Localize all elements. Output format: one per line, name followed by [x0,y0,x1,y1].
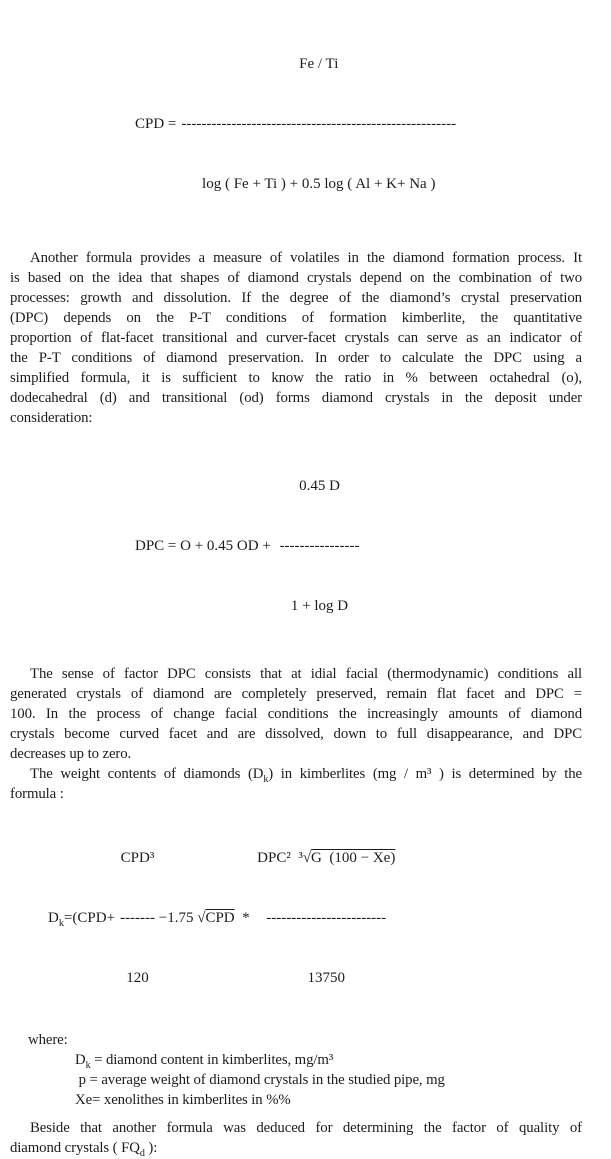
text-line: The weight contents of diamonds $(D_k)$ in kimberlites (mg / m³ ) is determined by the [30,766,582,785]
cube-root-radicand: G (100 − Xe) [311,850,396,866]
multiply-operator: * [234,910,258,926]
formula-dk-sqrt-term [155,908,257,928]
text-line: processes: growth and dissolution. If the degree of the diamond’s crystal preservation [10,290,582,306]
definitions-list [10,1050,582,1110]
formula-cpd [135,14,582,234]
text-line: decreases up to zero. [10,746,132,762]
text-line: formula : [10,786,64,802]
formula-dk-frac1-bar: ------- [120,910,155,926]
text-line: generated crystals of diamond are completely preserved, remain flat facet and DPC = [10,686,582,702]
formula-cpd-fraction-bar: ------------------------------------------------------- [181,116,457,132]
formula-dk-frac2-numerator [257,848,395,868]
sqrt-coefficient: −1.75 √ [155,910,206,926]
text-line: simplified formula, it is sufficient to know the ratio in % between octahedral (o), [10,370,582,386]
paragraph-fqd [10,1118,582,1158]
frac2-numerator-head: DPC² ³√ [257,850,312,866]
formula-dk [48,808,582,1028]
text-line: The sense of factor DPC consists that at idial facial (thermodynamic) conditions all [30,666,582,682]
formula-dpc-denominator: 1 + log D [290,598,349,614]
text-line: the P-T conditions of diamond preservation. In order to calculate the DPC using a [10,350,582,366]
formula-dk-lhs: $D_k=(CPD+$ [48,910,116,929]
paragraph-volatiles [10,248,582,428]
text-line: 100. In the process of change facial conditions the increasingly amounts of diamond [10,706,582,722]
paragraph-dpc-sense [10,664,582,764]
formula-dpc [135,436,582,656]
text-line: Another formula provides a measure of volatiles in the diamond formation process. It [30,250,582,266]
text-line: proportion of flat-facet transitional and curver-facet crystals can serve as an indicator of [10,330,582,346]
formula-dk-frac2-bar: ------------------------ [266,910,387,926]
definition-p: p = average weight of diamond crystals in the studied pipe, mg [75,1072,445,1088]
paragraph-weight-contents [10,764,582,804]
text-line: consideration: [10,410,93,426]
formula-cpd-denominator: log ( Fe + Ti ) + 0.5 log ( Al + K+ Na ) [202,176,436,192]
formula-dpc-lhs: DPC = O + 0.45 OD + [135,538,275,554]
definition-dk: $D_k$ = diamond content in kimberlites, mg/m³ [75,1052,334,1071]
text-line: is based on the idea that shapes of diamond crystals depend on the combination of two [10,270,582,286]
formula-cpd-fraction [181,14,456,234]
formula-dk-frac2-denominator: 13750 [307,970,345,986]
formula-dpc-numerator: 0.45 D [299,478,340,494]
sqrt-radicand: CPD [205,910,235,926]
formula-dpc-fraction-bar: ---------------- [279,538,360,554]
formula-cpd-lhs: CPD = [135,116,177,132]
where-label: where: [28,1032,68,1048]
formula-dk-fraction-2 [257,808,395,1028]
formula-dk-frac1-numerator: CPD³ [120,850,155,866]
text-line: dodecahedral (d) and transitional (od) forms diamond crystals in the deposit under [10,390,582,406]
definition-xe: Xe= xenolithes in kimberlites in %% [75,1092,291,1108]
text-line: Beside that another formula was deduced for determining the factor of quality of [30,1120,582,1136]
formula-dpc-fraction [280,436,360,656]
text-line: crystals become curved facet and are dissolved, down to full disappearance, and DPC [10,726,582,742]
formula-dk-fraction-1 [120,808,155,1028]
formula-cpd-numerator: Fe / Ti [299,56,339,72]
text-line: diamond crystals ( $FQ_d$ ): [10,1140,158,1159]
formula-dk-frac1-denominator: 120 [126,970,149,986]
text-line: (DPC) depends on the P-T conditions of formation kimberlite, the quantitative [10,310,582,326]
